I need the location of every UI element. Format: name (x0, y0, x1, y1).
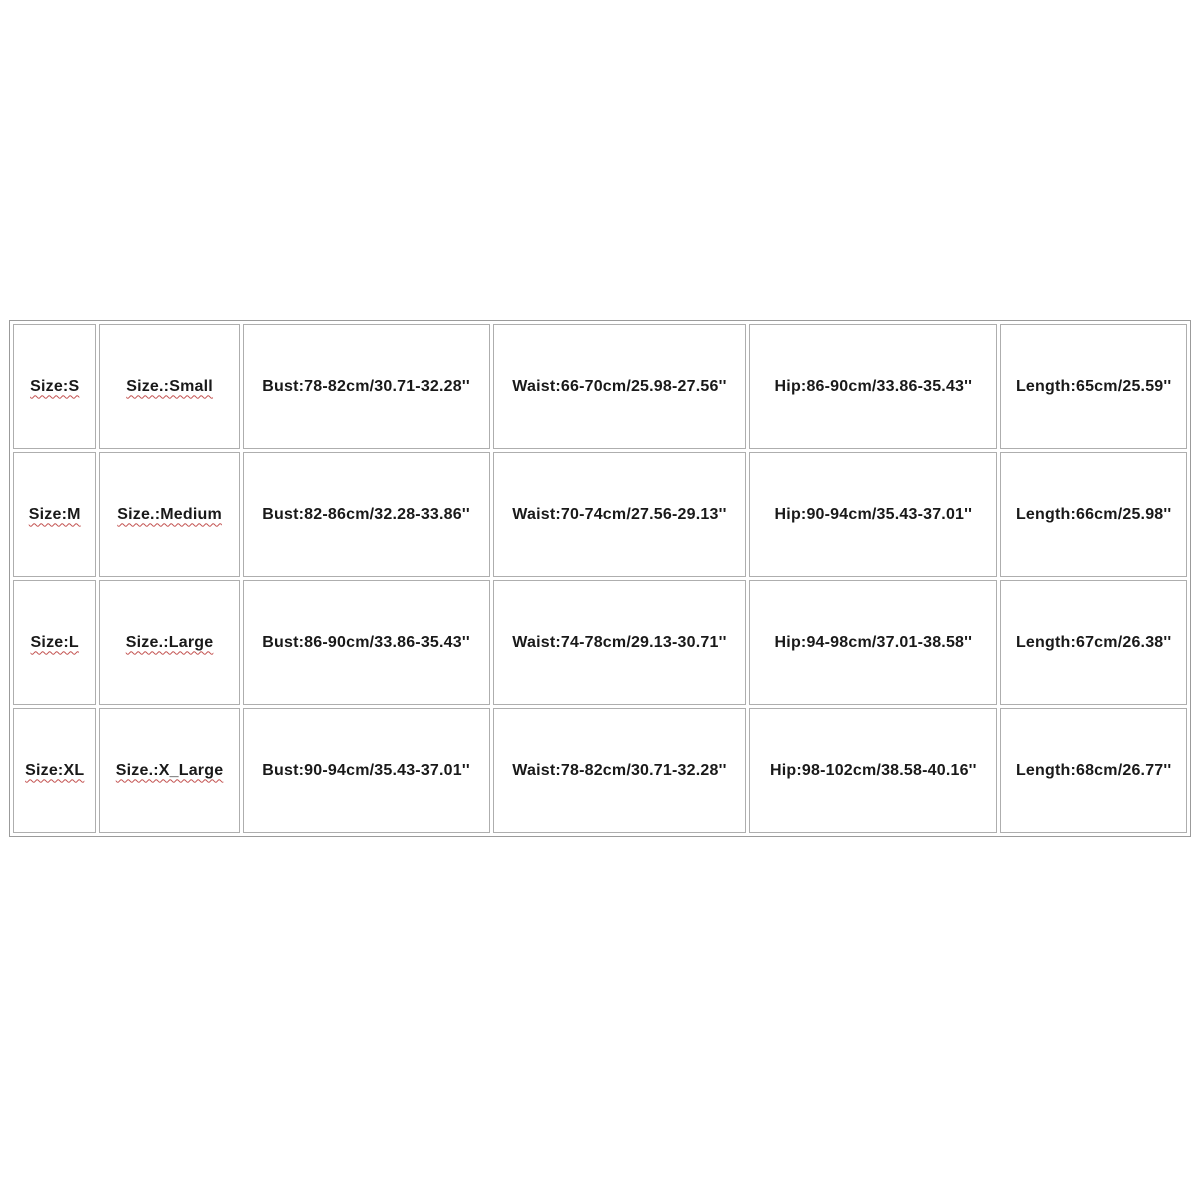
cell-size-name (99, 580, 239, 705)
table-row (13, 324, 1187, 449)
cell-text: Length:65cm/25.59'' (1015, 377, 1172, 395)
cell-text: Waist:74-78cm/29.13-30.71'' (512, 633, 727, 651)
cell-hip (749, 324, 997, 449)
cell-size (13, 708, 96, 833)
cell-text: Size.:X_Large (115, 761, 224, 779)
cell-text: Bust:82-86cm/32.28-33.86'' (262, 505, 470, 523)
cell-size-name (99, 708, 239, 833)
cell-text: Hip:98-102cm/38.58-40.16'' (769, 761, 977, 779)
cell-text: Waist:66-70cm/25.98-27.56'' (512, 377, 727, 395)
cell-text: Waist:70-74cm/27.56-29.13'' (512, 505, 727, 523)
cell-size (13, 452, 96, 577)
cell-text: Bust:90-94cm/35.43-37.01'' (262, 761, 470, 779)
cell-text: Waist:78-82cm/30.71-32.28'' (512, 761, 727, 779)
size-chart (9, 320, 1191, 837)
table-row (13, 452, 1187, 577)
cell-hip (749, 708, 997, 833)
cell-hip (749, 580, 997, 705)
cell-text: Length:68cm/26.77'' (1015, 761, 1172, 779)
cell-text: Size:S (30, 377, 80, 395)
cell-hip (749, 452, 997, 577)
cell-size-name (99, 452, 239, 577)
size-chart-table (9, 320, 1191, 837)
cell-bust (243, 324, 490, 449)
cell-text: Size:L (30, 633, 79, 651)
cell-text: Size:XL (25, 761, 85, 779)
table-row (13, 580, 1187, 705)
cell-waist (493, 580, 747, 705)
cell-text: Size.:Small (126, 377, 213, 395)
cell-bust (243, 580, 490, 705)
cell-text: Size:M (28, 505, 81, 523)
cell-waist (493, 324, 747, 449)
cell-size (13, 580, 96, 705)
cell-text: Length:66cm/25.98'' (1015, 505, 1172, 523)
cell-text: Size.:Large (125, 633, 214, 651)
cell-text: Bust:78-82cm/30.71-32.28'' (262, 377, 470, 395)
cell-size-name (99, 324, 239, 449)
cell-text: Hip:94-98cm/37.01-38.58'' (774, 633, 973, 651)
cell-bust (243, 708, 490, 833)
cell-length (1000, 580, 1187, 705)
cell-waist (493, 708, 747, 833)
table-row (13, 708, 1187, 833)
cell-waist (493, 452, 747, 577)
cell-size (13, 324, 96, 449)
cell-length (1000, 708, 1187, 833)
cell-text: Size.:Medium (117, 505, 222, 523)
cell-text: Hip:86-90cm/33.86-35.43'' (774, 377, 973, 395)
cell-text: Length:67cm/26.38'' (1015, 633, 1172, 651)
cell-text: Hip:90-94cm/35.43-37.01'' (774, 505, 973, 523)
cell-length (1000, 452, 1187, 577)
cell-length (1000, 324, 1187, 449)
cell-text: Bust:86-90cm/33.86-35.43'' (262, 633, 470, 651)
cell-bust (243, 452, 490, 577)
